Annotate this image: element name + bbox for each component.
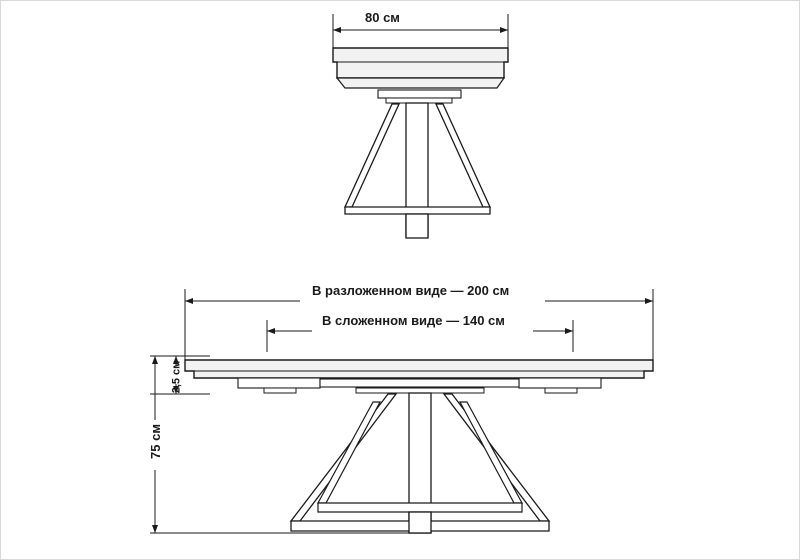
extension-rails (238, 378, 601, 393)
top-view-group (333, 14, 508, 238)
top-view-rail (378, 90, 461, 103)
label-top-thickness: 2,5 см (170, 360, 183, 394)
dimension-80cm (333, 14, 508, 48)
label-table-height: 75 см (147, 424, 163, 459)
table-top-front (185, 360, 653, 378)
label-top-view-width: 80 см (365, 10, 400, 25)
label-folded-length: В сложенном виде — 140 см (322, 313, 505, 328)
top-view-foot (406, 214, 428, 238)
front-view-base (291, 503, 549, 533)
label-unfolded-length: В разложенном виде — 200 см (312, 283, 510, 298)
table-top-narrow (333, 48, 508, 88)
